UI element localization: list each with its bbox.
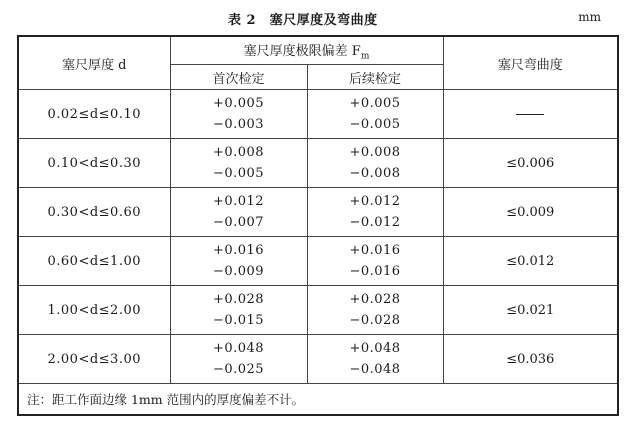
thickness-range: 0.60<d≤1.00: [47, 253, 141, 269]
thickness-range-cell: [18, 286, 170, 335]
subsequent-check-lower-deviation: −0.005: [349, 117, 401, 132]
note-row: [18, 384, 618, 416]
table-row: [18, 188, 618, 237]
subsequent-check-lower-deviation: −0.008: [349, 166, 401, 181]
unit-label: mm: [578, 10, 601, 24]
header-first-check: 首次检定: [170, 65, 307, 90]
table-row: [18, 286, 618, 335]
table-row: [18, 90, 618, 139]
first-check-lower-deviation: −0.007: [212, 215, 265, 230]
thickness-range-cell: [18, 90, 170, 139]
subsequent-check-lower-deviation: −0.012: [349, 215, 401, 230]
thickness-range-cell: [18, 139, 170, 188]
subsequent-check-upper-deviation: +0.028: [349, 292, 401, 307]
first-check-upper-deviation: +0.016: [212, 243, 265, 258]
subsequent-check-lower-deviation: −0.016: [349, 264, 401, 279]
curvature-cell: [443, 139, 618, 188]
thickness-range-cell: [18, 237, 170, 286]
subsequent-check-upper-deviation: +0.016: [349, 243, 401, 258]
subsequent-check-upper-deviation: +0.008: [349, 145, 401, 160]
curvature-value: ≤0.021: [506, 302, 555, 318]
header-curvature: 塞尺弯曲度: [443, 36, 618, 90]
first-check-upper-deviation: +0.008: [212, 145, 265, 160]
header-thickness: 塞尺厚度 d: [18, 36, 170, 90]
table-title: 表 2 塞尺厚度及弯曲度: [228, 13, 378, 28]
first-check-cell: [170, 90, 307, 139]
thickness-range-cell: [18, 335, 170, 384]
thickness-range: 2.00<d≤3.00: [47, 351, 141, 367]
table-note: 注：距工作面边缘 1mm 范围内的厚度偏差不计。: [18, 384, 618, 416]
thickness-range: 0.02≤d≤0.10: [47, 106, 141, 122]
subsequent-check-cell: [307, 139, 443, 188]
subsequent-check-upper-deviation: +0.012: [349, 194, 401, 209]
first-check-cell: [170, 188, 307, 237]
subsequent-check-upper-deviation: +0.005: [349, 96, 401, 111]
header-deviation-group: 塞尺厚度极限偏差 $F_m$: [170, 36, 443, 65]
subsequent-check-lower-deviation: −0.048: [349, 362, 401, 377]
thickness-range: 0.30<d≤0.60: [47, 204, 141, 220]
subsequent-check-cell: [307, 237, 443, 286]
first-check-upper-deviation: +0.012: [212, 194, 265, 209]
empty-dash: [516, 114, 544, 115]
curvature-value: ≤0.036: [506, 351, 555, 367]
curvature-cell: [443, 335, 618, 384]
first-check-upper-deviation: +0.048: [212, 341, 265, 356]
first-check-lower-deviation: −0.009: [212, 264, 265, 279]
subsequent-check-lower-deviation: −0.028: [349, 313, 401, 328]
subsequent-check-cell: [307, 188, 443, 237]
first-check-lower-deviation: −0.003: [212, 117, 265, 132]
header-subsequent-check: 后续检定: [307, 65, 443, 90]
thickness-range: 1.00<d≤2.00: [47, 302, 141, 318]
subsequent-check-cell: [307, 90, 443, 139]
first-check-cell: [170, 237, 307, 286]
first-check-cell: [170, 139, 307, 188]
curvature-cell: [443, 90, 618, 139]
curvature-value: ≤0.006: [506, 155, 555, 171]
first-check-lower-deviation: −0.015: [212, 313, 265, 328]
curvature-value: ≤0.012: [506, 253, 555, 269]
table-caption: [0, 9, 633, 29]
first-check-lower-deviation: −0.005: [212, 166, 265, 181]
curvature-value: ≤0.009: [506, 204, 555, 220]
curvature-cell: [443, 286, 618, 335]
first-check-upper-deviation: +0.005: [212, 96, 265, 111]
first-check-cell: [170, 335, 307, 384]
first-check-upper-deviation: +0.028: [212, 292, 265, 307]
table-row: [18, 139, 618, 188]
thickness-range-cell: [18, 188, 170, 237]
subsequent-check-cell: [307, 335, 443, 384]
table-row: [18, 335, 618, 384]
subsequent-check-upper-deviation: +0.048: [349, 341, 401, 356]
first-check-lower-deviation: −0.025: [212, 362, 265, 377]
curvature-cell: [443, 188, 618, 237]
table-row: [18, 237, 618, 286]
first-check-cell: [170, 286, 307, 335]
curvature-cell: [443, 237, 618, 286]
header-deviation-subscript: m: [360, 51, 370, 62]
subsequent-check-cell: [307, 286, 443, 335]
thickness-table: [17, 35, 619, 416]
thickness-range: 0.10<d≤0.30: [47, 155, 141, 171]
